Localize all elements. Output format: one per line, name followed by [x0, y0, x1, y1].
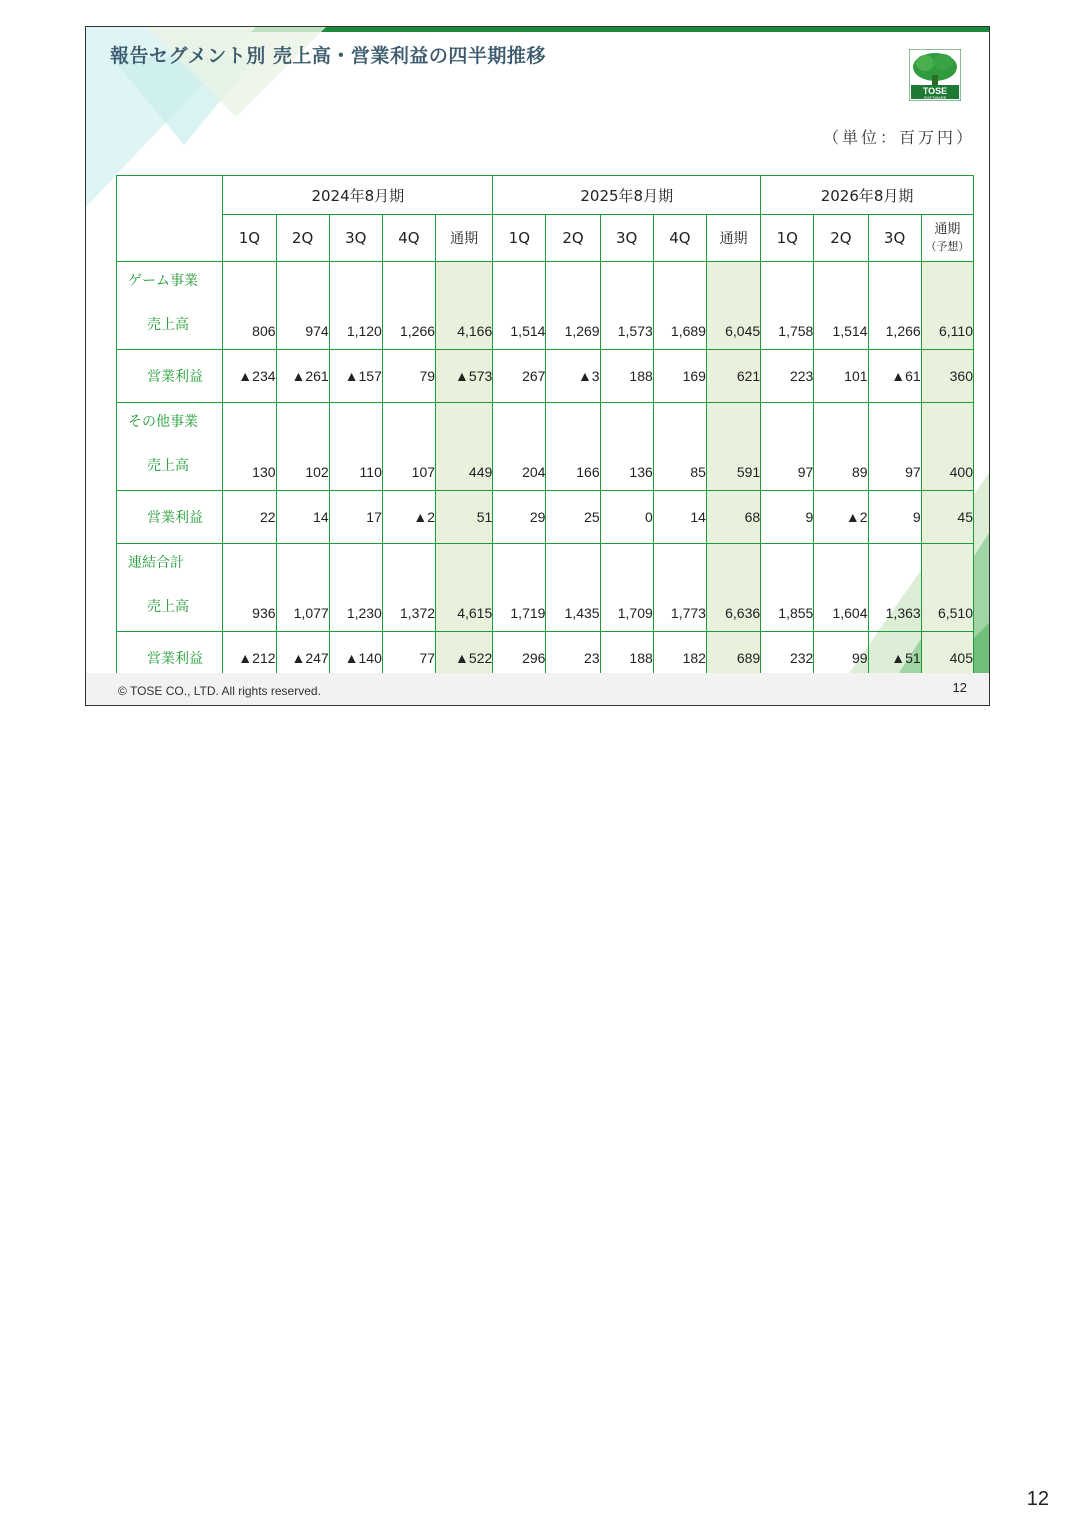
period-header-fy2025: 2025年8月期 — [493, 176, 761, 215]
value-cell: 400 — [921, 403, 973, 491]
row-label-cell — [117, 403, 223, 491]
slide-title: 報告セグメント別 売上高・営業利益の四半期推移 — [110, 45, 546, 67]
value-cell: 169 — [653, 350, 706, 403]
quarter-header: 2Q — [546, 215, 600, 262]
value-cell: ▲61 — [868, 350, 921, 403]
value-cell: ▲2 — [814, 491, 868, 544]
full-year-forecast-label: 通期 — [934, 222, 961, 237]
value-cell: ▲247 — [276, 632, 329, 685]
value-cell: 1,435 — [546, 544, 600, 632]
value-cell: 6,510 — [921, 544, 973, 632]
row-label-cell — [117, 262, 223, 350]
value-cell: 204 — [493, 403, 546, 491]
operating-profit-row — [117, 491, 974, 544]
segment-quarterly-table — [116, 175, 974, 685]
logo-text: TOSE — [922, 86, 948, 96]
value-cell: 25 — [546, 491, 600, 544]
value-cell: 1,719 — [493, 544, 546, 632]
quarter-header: 1Q — [493, 215, 546, 262]
slide-number: 12 — [952, 680, 967, 695]
value-cell: 1,372 — [382, 544, 435, 632]
value-cell: ▲261 — [276, 350, 329, 403]
value-cell: ▲573 — [436, 350, 493, 403]
value-cell: 1,709 — [600, 544, 653, 632]
value-cell: 1,266 — [382, 262, 435, 350]
value-cell: ▲140 — [329, 632, 382, 685]
value-cell: 0 — [600, 491, 653, 544]
sales-row — [117, 403, 974, 491]
value-cell: 97 — [761, 403, 814, 491]
value-cell: 99 — [814, 632, 868, 685]
value-cell: 1,120 — [329, 262, 382, 350]
value-cell: 110 — [329, 403, 382, 491]
value-cell: 360 — [921, 350, 973, 403]
value-cell: 1,573 — [600, 262, 653, 350]
value-cell: 936 — [223, 544, 276, 632]
copyright-text: © TOSE CO., LTD. All rights reserved. — [118, 684, 321, 698]
value-cell: 9 — [868, 491, 921, 544]
value-cell: 182 — [653, 632, 706, 685]
sales-label: 売上高 — [147, 317, 189, 333]
value-cell: 102 — [276, 403, 329, 491]
value-cell: 14 — [653, 491, 706, 544]
value-cell: 89 — [814, 403, 868, 491]
value-cell: 1,855 — [761, 544, 814, 632]
value-cell: ▲2 — [382, 491, 435, 544]
value-cell: 4,166 — [436, 262, 493, 350]
value-cell: 68 — [706, 491, 760, 544]
value-cell: 130 — [223, 403, 276, 491]
quarter-header: 1Q — [761, 215, 814, 262]
row-label-cell — [117, 544, 223, 632]
quarter-header: 4Q — [653, 215, 706, 262]
value-cell: 232 — [761, 632, 814, 685]
value-cell: 9 — [761, 491, 814, 544]
quarter-header-row — [117, 215, 974, 262]
value-cell: 51 — [436, 491, 493, 544]
value-cell: 621 — [706, 350, 760, 403]
value-cell: 85 — [653, 403, 706, 491]
value-cell: 1,269 — [546, 262, 600, 350]
value-cell: 1,758 — [761, 262, 814, 350]
full-year-forecast-header — [921, 215, 973, 262]
full-year-header: 通期 — [436, 215, 493, 262]
value-cell: 974 — [276, 262, 329, 350]
value-cell: 1,689 — [653, 262, 706, 350]
value-cell: 449 — [436, 403, 493, 491]
value-cell: 6,045 — [706, 262, 760, 350]
segment-name: その他事業 — [128, 414, 198, 430]
full-year-header: 通期 — [706, 215, 760, 262]
sales-label: 売上高 — [147, 599, 189, 615]
value-cell: 79 — [382, 350, 435, 403]
quarter-header: 3Q — [868, 215, 921, 262]
value-cell: 405 — [921, 632, 973, 685]
segment-name: ゲーム事業 — [128, 273, 198, 289]
value-cell: ▲234 — [223, 350, 276, 403]
quarter-header: 4Q — [382, 215, 435, 262]
value-cell: 806 — [223, 262, 276, 350]
quarter-header: 3Q — [600, 215, 653, 262]
value-cell: 1,363 — [868, 544, 921, 632]
value-cell: 136 — [600, 403, 653, 491]
value-cell: ▲51 — [868, 632, 921, 685]
value-cell: 223 — [761, 350, 814, 403]
value-cell: 6,110 — [921, 262, 973, 350]
value-cell: 267 — [493, 350, 546, 403]
value-cell: 45 — [921, 491, 973, 544]
value-cell: 23 — [546, 632, 600, 685]
sales-row — [117, 262, 974, 350]
value-cell: 77 — [382, 632, 435, 685]
value-cell: 29 — [493, 491, 546, 544]
segment-name: 連結合計 — [128, 555, 184, 571]
unit-label: （単位：百万円） — [822, 128, 975, 147]
value-cell: 689 — [706, 632, 760, 685]
quarter-header: 1Q — [223, 215, 276, 262]
value-cell: 97 — [868, 403, 921, 491]
sales-label: 売上高 — [147, 458, 189, 474]
operating-profit-row — [117, 350, 974, 403]
value-cell: 296 — [493, 632, 546, 685]
value-cell: 1,077 — [276, 544, 329, 632]
corner-cell — [117, 176, 223, 262]
row-label-cell — [117, 350, 223, 403]
quarter-header: 2Q — [276, 215, 329, 262]
slide — [85, 26, 990, 706]
value-cell: 1,230 — [329, 544, 382, 632]
operating-profit-label: 営業利益 — [147, 510, 203, 526]
value-cell: 1,514 — [493, 262, 546, 350]
value-cell: 6,636 — [706, 544, 760, 632]
value-cell: 1,604 — [814, 544, 868, 632]
value-cell: 22 — [223, 491, 276, 544]
operating-profit-label: 営業利益 — [147, 651, 203, 667]
page-number: 12 — [1026, 1488, 1049, 1510]
value-cell: 107 — [382, 403, 435, 491]
value-cell: 166 — [546, 403, 600, 491]
quarter-header: 2Q — [814, 215, 868, 262]
value-cell: 591 — [706, 403, 760, 491]
value-cell: 1,514 — [814, 262, 868, 350]
period-header-row — [117, 176, 974, 215]
value-cell: 188 — [600, 632, 653, 685]
value-cell: 14 — [276, 491, 329, 544]
value-cell: ▲157 — [329, 350, 382, 403]
value-cell: ▲522 — [436, 632, 493, 685]
value-cell: 188 — [600, 350, 653, 403]
tose-software-logo — [909, 49, 961, 101]
value-cell: 101 — [814, 350, 868, 403]
slide-footer — [86, 673, 989, 705]
value-cell: 1,266 — [868, 262, 921, 350]
row-label-cell — [117, 491, 223, 544]
value-cell: ▲3 — [546, 350, 600, 403]
quarter-header: 3Q — [329, 215, 382, 262]
value-cell: 17 — [329, 491, 382, 544]
value-cell: ▲212 — [223, 632, 276, 685]
operating-profit-label: 営業利益 — [147, 369, 203, 385]
forecast-note: （予想） — [925, 240, 970, 253]
period-header-fy2026: 2026年8月期 — [761, 176, 974, 215]
value-cell: 1,773 — [653, 544, 706, 632]
period-header-fy2024: 2024年8月期 — [223, 176, 493, 215]
sales-row — [117, 544, 974, 632]
value-cell: 4,615 — [436, 544, 493, 632]
logo-subtext: SOFTWARE — [923, 95, 947, 100]
